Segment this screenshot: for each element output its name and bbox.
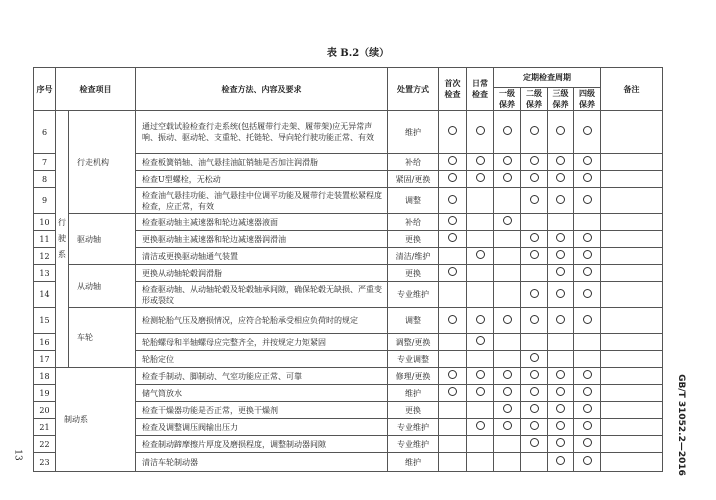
row-number: 17 xyxy=(34,351,56,368)
circle-mark-icon xyxy=(503,156,512,165)
remark xyxy=(601,188,663,214)
mark-daily xyxy=(467,351,494,368)
mark-first xyxy=(439,282,467,308)
mark-level2 xyxy=(521,265,548,282)
mark-first xyxy=(439,368,467,385)
table-row xyxy=(34,111,663,154)
circle-mark-icon xyxy=(556,438,565,447)
circle-mark-icon xyxy=(503,173,512,182)
standard-number: GB/T 31052.2—2016 xyxy=(676,374,686,476)
header-item: 检查项目 xyxy=(56,68,136,111)
circle-mark-icon xyxy=(530,315,539,324)
mark-level4 xyxy=(574,351,601,368)
row-number: 19 xyxy=(34,385,56,402)
check-method: 轮胎螺母和半轴螺母应完整齐全，并按规定力矩紧固 xyxy=(136,334,388,351)
mark-level4 xyxy=(574,385,601,402)
action: 补给 xyxy=(388,214,439,231)
row-number: 20 xyxy=(34,402,56,419)
circle-mark-icon xyxy=(530,404,539,413)
mark-level3 xyxy=(548,419,574,436)
circle-mark-icon xyxy=(476,126,485,135)
mark-level4 xyxy=(574,171,601,188)
check-method: 检查驱动轴、从动轴轮毂及轮毂轴承间隙，确保轮毂无缺损、严重变形或裂纹 xyxy=(136,282,388,308)
mark-level4 xyxy=(574,111,601,154)
circle-mark-icon xyxy=(556,267,565,276)
remark xyxy=(601,334,663,351)
mark-level3 xyxy=(548,111,574,154)
mark-level1 xyxy=(494,231,521,248)
page-number: 13 xyxy=(12,449,23,461)
circle-mark-icon xyxy=(583,195,592,204)
remark xyxy=(601,351,663,368)
mark-level1 xyxy=(494,334,521,351)
circle-mark-icon xyxy=(556,173,565,182)
action: 专业维护 xyxy=(388,282,439,308)
circle-mark-icon xyxy=(583,315,592,324)
circle-mark-icon xyxy=(503,315,512,324)
circle-mark-icon xyxy=(448,370,457,379)
circle-mark-icon xyxy=(556,421,565,430)
table-body xyxy=(34,111,663,472)
circle-mark-icon xyxy=(530,370,539,379)
mark-daily xyxy=(467,334,494,351)
mark-level2 xyxy=(521,436,548,453)
table-row xyxy=(34,308,663,334)
header-level4: 四级保养 xyxy=(574,88,601,111)
row-number: 18 xyxy=(34,368,56,385)
circle-mark-icon xyxy=(476,421,485,430)
mark-level1 xyxy=(494,402,521,419)
mark-level3 xyxy=(548,248,574,265)
circle-mark-icon xyxy=(556,289,565,298)
action: 更换 xyxy=(388,265,439,282)
circle-mark-icon xyxy=(503,370,512,379)
mark-first xyxy=(439,453,467,472)
mark-level4 xyxy=(574,368,601,385)
action: 调整 xyxy=(388,188,439,214)
mark-level4 xyxy=(574,308,601,334)
circle-mark-icon xyxy=(448,315,457,324)
circle-mark-icon xyxy=(583,156,592,165)
mark-level2 xyxy=(521,231,548,248)
mark-level2 xyxy=(521,111,548,154)
action: 专业维护 xyxy=(388,419,439,436)
circle-mark-icon xyxy=(503,126,512,135)
mark-level2 xyxy=(521,402,548,419)
mark-daily xyxy=(467,188,494,214)
circle-mark-icon xyxy=(556,387,565,396)
header-method: 检查方法、内容及要求 xyxy=(136,68,388,111)
mark-level4 xyxy=(574,282,601,308)
row-number: 13 xyxy=(34,265,56,282)
mark-daily xyxy=(467,419,494,436)
mark-level3 xyxy=(548,265,574,282)
mark-level4 xyxy=(574,436,601,453)
remark xyxy=(601,111,663,154)
mark-level2 xyxy=(521,154,548,171)
action: 专业调整 xyxy=(388,351,439,368)
mark-level3 xyxy=(548,308,574,334)
circle-mark-icon xyxy=(476,370,485,379)
circle-mark-icon xyxy=(583,250,592,259)
circle-mark-icon xyxy=(530,156,539,165)
mark-level2 xyxy=(521,334,548,351)
check-method: 更换驱动轴主减速器和轮边减速器润滑油 xyxy=(136,231,388,248)
check-method: 检查U型螺栓，无松动 xyxy=(136,171,388,188)
check-method: 检查油气悬挂功能、油气悬挂中位调平功能及履带行走装置松紧程度检查，应正常，有效 xyxy=(136,188,388,214)
mark-level1 xyxy=(494,111,521,154)
mark-level1 xyxy=(494,453,521,472)
header-no: 序号 xyxy=(34,68,56,111)
remark xyxy=(601,368,663,385)
circle-mark-icon xyxy=(448,126,457,135)
check-method: 检查板簧销轴、油气悬挂油缸销轴是否加注润滑脂 xyxy=(136,154,388,171)
check-method: 通过空载试验检查行走系统(包括履带行走架、履带架)应无异常声响、振动、驱动轮、支重轮、托链轮、导向轮行驶功能正常、有效 xyxy=(136,111,388,154)
check-method: 检测轮胎气压及磨损情况，应符合轮胎承受相应负荷时的规定 xyxy=(136,308,388,334)
circle-mark-icon xyxy=(530,387,539,396)
check-method: 清洁或更换驱动轴通气装置 xyxy=(136,248,388,265)
system-group-cell xyxy=(56,111,69,368)
table-title: 表 B.2（续） xyxy=(326,48,390,59)
circle-mark-icon xyxy=(556,195,565,204)
check-method: 检查制动蹄摩擦片厚度及磨损程度，调整制动器间隙 xyxy=(136,436,388,453)
row-number: 7 xyxy=(34,154,56,171)
mark-daily xyxy=(467,111,494,154)
mark-first xyxy=(439,334,467,351)
circle-mark-icon xyxy=(476,250,485,259)
mark-daily xyxy=(467,265,494,282)
circle-mark-icon xyxy=(583,267,592,276)
mark-daily xyxy=(467,385,494,402)
mark-level2 xyxy=(521,308,548,334)
mark-daily xyxy=(467,214,494,231)
circle-mark-icon xyxy=(583,370,592,379)
mark-level1 xyxy=(494,368,521,385)
circle-mark-icon xyxy=(448,267,457,276)
action: 调整 xyxy=(388,308,439,334)
remark xyxy=(601,436,663,453)
mark-daily xyxy=(467,436,494,453)
mark-level1 xyxy=(494,171,521,188)
circle-mark-icon xyxy=(503,387,512,396)
circle-mark-icon xyxy=(530,353,539,362)
mark-level3 xyxy=(548,402,574,419)
action: 清洁/维护 xyxy=(388,248,439,265)
mark-level2 xyxy=(521,248,548,265)
circle-mark-icon xyxy=(583,173,592,182)
circle-mark-icon xyxy=(556,156,565,165)
mark-level4 xyxy=(574,402,601,419)
row-number: 11 xyxy=(34,231,56,248)
circle-mark-icon xyxy=(448,156,457,165)
circle-mark-icon xyxy=(583,404,592,413)
table-row xyxy=(34,214,663,231)
row-number: 14 xyxy=(34,282,56,308)
remark xyxy=(601,154,663,171)
mark-first xyxy=(439,154,467,171)
remark xyxy=(601,231,663,248)
mark-level4 xyxy=(574,231,601,248)
check-method: 检查驱动轴主减速器和轮边减速器液面 xyxy=(136,214,388,231)
mark-level4 xyxy=(574,265,601,282)
mark-level4 xyxy=(574,419,601,436)
row-number: 16 xyxy=(34,334,56,351)
inspection-table xyxy=(33,67,663,472)
circle-mark-icon xyxy=(448,216,457,225)
circle-mark-icon xyxy=(583,456,592,465)
check-method: 检查及调整调压阀输出压力 xyxy=(136,419,388,436)
circle-mark-icon xyxy=(556,370,565,379)
mark-daily xyxy=(467,402,494,419)
mark-level2 xyxy=(521,214,548,231)
mark-level1 xyxy=(494,214,521,231)
mark-daily xyxy=(467,231,494,248)
check-method: 更换从动轴轮毂润滑脂 xyxy=(136,265,388,282)
mark-level1 xyxy=(494,419,521,436)
row-number: 15 xyxy=(34,308,56,334)
mark-level2 xyxy=(521,282,548,308)
mark-level2 xyxy=(521,188,548,214)
mark-first xyxy=(439,308,467,334)
check-method: 轮胎定位 xyxy=(136,351,388,368)
row-number: 10 xyxy=(34,214,56,231)
row-number: 23 xyxy=(34,453,56,472)
remark xyxy=(601,248,663,265)
mark-level4 xyxy=(574,154,601,171)
mark-level3 xyxy=(548,214,574,231)
mark-level3 xyxy=(548,334,574,351)
mark-level1 xyxy=(494,188,521,214)
remark xyxy=(601,308,663,334)
circle-mark-icon xyxy=(530,126,539,135)
circle-mark-icon xyxy=(556,233,565,242)
mark-level3 xyxy=(548,351,574,368)
row-number: 21 xyxy=(34,419,56,436)
mark-first xyxy=(439,171,467,188)
mark-level1 xyxy=(494,265,521,282)
mark-level3 xyxy=(548,436,574,453)
mark-first xyxy=(439,402,467,419)
action: 调整/更换 xyxy=(388,334,439,351)
mark-level1 xyxy=(494,154,521,171)
circle-mark-icon xyxy=(556,315,565,324)
mark-level2 xyxy=(521,453,548,472)
mark-daily xyxy=(467,248,494,265)
header-daily: 日常检查 xyxy=(467,68,494,111)
remark xyxy=(601,453,663,472)
circle-mark-icon xyxy=(503,421,512,430)
circle-mark-icon xyxy=(476,156,485,165)
mark-first xyxy=(439,214,467,231)
circle-mark-icon xyxy=(530,195,539,204)
check-item: 制动系 xyxy=(56,368,136,472)
circle-mark-icon xyxy=(583,387,592,396)
action: 更换 xyxy=(388,402,439,419)
circle-mark-icon xyxy=(530,289,539,298)
mark-level3 xyxy=(548,453,574,472)
action: 紧固/更换 xyxy=(388,171,439,188)
mark-level3 xyxy=(548,385,574,402)
header-action: 处置方式 xyxy=(388,68,439,111)
action: 维护 xyxy=(388,111,439,154)
circle-mark-icon xyxy=(530,250,539,259)
check-item: 行走机构 xyxy=(69,111,136,214)
mark-level3 xyxy=(548,188,574,214)
mark-level3 xyxy=(548,154,574,171)
mark-level3 xyxy=(548,368,574,385)
remark xyxy=(601,214,663,231)
circle-mark-icon xyxy=(556,250,565,259)
mark-level3 xyxy=(548,282,574,308)
header-periodic: 定期检查周期 xyxy=(494,68,601,88)
mark-level3 xyxy=(548,171,574,188)
circle-mark-icon xyxy=(583,438,592,447)
remark xyxy=(601,419,663,436)
mark-level2 xyxy=(521,171,548,188)
mark-first xyxy=(439,385,467,402)
mark-first xyxy=(439,248,467,265)
mark-first xyxy=(439,265,467,282)
remark xyxy=(601,171,663,188)
mark-first xyxy=(439,351,467,368)
header-remark: 备注 xyxy=(601,68,663,111)
mark-level1 xyxy=(494,351,521,368)
circle-mark-icon xyxy=(476,387,485,396)
header-level2: 二级保养 xyxy=(521,88,548,111)
circle-mark-icon xyxy=(583,289,592,298)
check-item: 从动轴 xyxy=(69,265,136,308)
action: 更换 xyxy=(388,231,439,248)
circle-mark-icon xyxy=(448,233,457,242)
mark-level4 xyxy=(574,188,601,214)
mark-level3 xyxy=(548,231,574,248)
row-number: 12 xyxy=(34,248,56,265)
mark-first xyxy=(439,231,467,248)
mark-level2 xyxy=(521,351,548,368)
circle-mark-icon xyxy=(530,438,539,447)
mark-level2 xyxy=(521,419,548,436)
table-row xyxy=(34,368,663,385)
circle-mark-icon xyxy=(556,126,565,135)
table-row xyxy=(34,265,663,282)
mark-first xyxy=(439,111,467,154)
mark-level1 xyxy=(494,436,521,453)
check-method: 清洁车轮制动器 xyxy=(136,453,388,472)
mark-level2 xyxy=(521,368,548,385)
circle-mark-icon xyxy=(556,404,565,413)
action: 修理/更换 xyxy=(388,368,439,385)
check-method: 检查干燥器功能是否正常，更换干燥剂 xyxy=(136,402,388,419)
circle-mark-icon xyxy=(448,387,457,396)
action: 维护 xyxy=(388,453,439,472)
circle-mark-icon xyxy=(530,233,539,242)
mark-level1 xyxy=(494,282,521,308)
circle-mark-icon xyxy=(530,421,539,430)
check-item: 驱动轴 xyxy=(69,214,136,265)
remark xyxy=(601,265,663,282)
action: 维护 xyxy=(388,385,439,402)
mark-level2 xyxy=(521,385,548,402)
mark-level1 xyxy=(494,248,521,265)
header-level3: 三级保养 xyxy=(548,88,574,111)
mark-daily xyxy=(467,368,494,385)
mark-first xyxy=(439,188,467,214)
check-method: 检查手制动、脚制动、气室功能应正常、可靠 xyxy=(136,368,388,385)
action: 专业维护 xyxy=(388,436,439,453)
circle-mark-icon xyxy=(583,126,592,135)
circle-mark-icon xyxy=(503,404,512,413)
header-first: 首次检查 xyxy=(439,68,467,111)
row-number: 8 xyxy=(34,171,56,188)
mark-daily xyxy=(467,282,494,308)
mark-level4 xyxy=(574,214,601,231)
circle-mark-icon xyxy=(583,421,592,430)
circle-mark-icon xyxy=(583,233,592,242)
circle-mark-icon xyxy=(448,195,457,204)
row-number: 6 xyxy=(34,111,56,154)
mark-daily xyxy=(467,154,494,171)
circle-mark-icon xyxy=(556,456,565,465)
mark-daily xyxy=(467,308,494,334)
action: 补给 xyxy=(388,154,439,171)
mark-level4 xyxy=(574,248,601,265)
circle-mark-icon xyxy=(476,336,485,345)
circle-mark-icon xyxy=(448,173,457,182)
mark-daily xyxy=(467,171,494,188)
check-item: 车轮 xyxy=(69,308,136,368)
mark-level4 xyxy=(574,334,601,351)
mark-level1 xyxy=(494,308,521,334)
remark xyxy=(601,402,663,419)
system-group-label: 行驶系 xyxy=(58,218,66,259)
mark-level4 xyxy=(574,453,601,472)
remark xyxy=(601,385,663,402)
check-method: 储气筒放水 xyxy=(136,385,388,402)
mark-level1 xyxy=(494,385,521,402)
remark xyxy=(601,282,663,308)
circle-mark-icon xyxy=(476,315,485,324)
circle-mark-icon xyxy=(476,173,485,182)
circle-mark-icon xyxy=(530,173,539,182)
mark-daily xyxy=(467,453,494,472)
mark-first xyxy=(439,419,467,436)
header-level1: 一级保养 xyxy=(494,88,521,111)
mark-first xyxy=(439,436,467,453)
circle-mark-icon xyxy=(503,216,512,225)
row-number: 9 xyxy=(34,188,56,214)
row-number: 22 xyxy=(34,436,56,453)
